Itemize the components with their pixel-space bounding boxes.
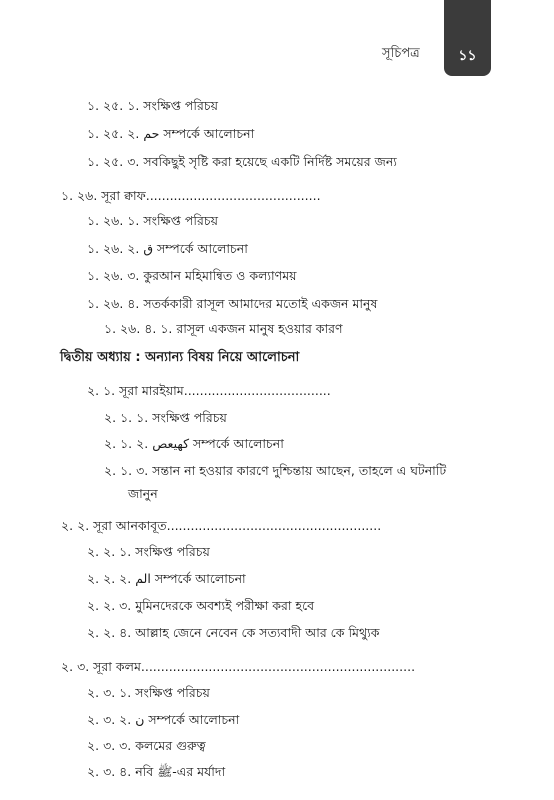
page-number-tab xyxy=(444,0,491,76)
toc-subentry: ১. ২৬. ৪. ১. রাসূল একজন মানুষ হওয়ার কারণ xyxy=(104,321,343,336)
chapter-heading: দ্বিতীয় অধ্যায় : অন্যান্য বিষয় নিয়ে আলোচনা xyxy=(60,350,300,365)
toc-entry: ২. ২. ২. الم সম্পর্কে আলোচনা xyxy=(87,571,246,586)
toc-entry: ২. ৩. ৩. কলমের গুরুত্ব xyxy=(87,738,206,753)
toc-entry: ২. ২. ৩. মুমিনদেরকে অবশ্যই পরীক্ষা করা হবে xyxy=(87,598,315,613)
toc-entry: ১. ২৬. ৪. সতর্ককারী রাসূল আমাদের মতোই একজন মানুষ xyxy=(87,296,378,311)
toc-entry: ২. ৩. ৪. নবি ﷺ-এর মর্যাদা xyxy=(87,764,226,779)
toc-entry: ১. ২৫. ১. সংক্ষিপ্ত পরিচয় xyxy=(87,98,218,113)
running-header-title: সূচিপত্র xyxy=(382,46,420,61)
toc-entry: ২. ২. ১. সংক্ষিপ্ত পরিচয় xyxy=(87,544,210,559)
toc-entry: ১. ২৬. ১. সংক্ষিপ্ত পরিচয় xyxy=(87,213,218,228)
toc-entry: ২. ৩. ২. ن সম্পর্কে আলোচনা xyxy=(87,712,240,727)
toc-entry: ১. ২৬. ২. ق সম্পর্কে আলোচনা xyxy=(87,241,248,256)
toc-section-entry: ২. ১. সূরা মারইয়াম..................................... xyxy=(87,383,331,398)
toc-entry: ২. ২. ৪. আল্লাহ জেনে নেবেন কে সত্যবাদী আর কে মিথ্যুক xyxy=(87,625,380,640)
toc-section-entry: ১. ২৬. সূরা ক্বাফ............................................ xyxy=(61,188,321,203)
toc-section-entry: ২. ৩. সূরা কলম..................................................................... xyxy=(61,659,416,674)
page-number: ১১ xyxy=(458,48,477,64)
toc-entry: ২. ৩. ১. সংক্ষিপ্ত পরিচয় xyxy=(87,685,210,700)
toc-entry: ২. ১. ২. كهيعص সম্পর্কে আলোচনা xyxy=(104,436,284,451)
toc-entry: ১. ২৫. ৩. সবকিছুই সৃষ্টি করা হয়েছে একটি নির্দিষ্ট সময়ের জন্য xyxy=(87,154,397,169)
toc-entry: ১. ২৬. ৩. কুরআন মহিমান্বিত ও কল্যাণময় xyxy=(87,268,297,283)
toc-entry-continuation: জানুন xyxy=(128,486,158,501)
toc-entry: ১. ২৫. ২. حم সম্পর্কে আলোচনা xyxy=(87,126,255,141)
toc-entry: ২. ১. ১. সংক্ষিপ্ত পরিচয় xyxy=(104,410,227,425)
toc-section-entry: ২. ২. সূরা আনকাবূত...................................................... xyxy=(61,518,382,533)
toc-entry: ২. ১. ৩. সন্তান না হওয়ার কারণে দুশ্চিন্তায় আছেন, তাহলে এ ঘটনাটি xyxy=(104,463,447,478)
